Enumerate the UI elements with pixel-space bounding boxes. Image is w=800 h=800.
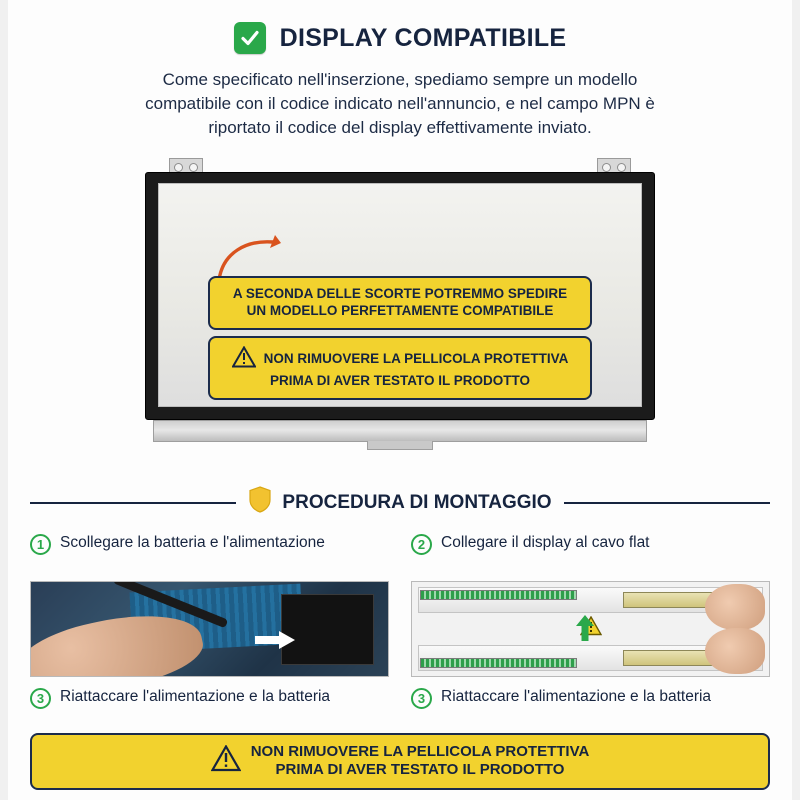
- film-warning-line2: PRIMA DI AVER TESTATO IL PRODOTTO: [269, 373, 530, 389]
- finger-top: [705, 584, 765, 630]
- step-3-left-text: Riattaccare l'alimentazione e la batteria: [60, 688, 331, 706]
- finger-bottom: [705, 628, 765, 674]
- footer-warning-line2: PRIMA DI AVER TESTATO IL PRODOTTO: [275, 761, 565, 779]
- header-paragraph: Come specificato nell'inserzione, spediamo sempre un modello compatibile con il codice indicato nell'annuncio, e nel campo MPN è riportato il codice del display effettivamente inviato.: [145, 70, 655, 138]
- step-3-left-number: 3: [30, 688, 51, 709]
- footer-warning-line1: NON RIMUOVERE LA PELLICOLA PROTETTIVA: [250, 742, 590, 760]
- flat-cable-bottom: [420, 658, 577, 668]
- white-arrow-icon: [255, 631, 295, 654]
- step-2-text: Collegare il display al cavo flat: [441, 534, 650, 552]
- flat-cable-connector-photo: [411, 581, 770, 677]
- flat-cable-top: [420, 590, 577, 600]
- display-panel-illustration: [145, 158, 655, 458]
- right-gutter: [792, 0, 800, 800]
- step-1-number: 1: [30, 534, 51, 555]
- step-3-right: [411, 687, 770, 731]
- step-2-number: 2: [411, 534, 432, 555]
- shield-icon: [248, 486, 272, 519]
- battery-block: [281, 594, 374, 665]
- film-warning-badge: [208, 336, 592, 400]
- warning-triangle-icon: [232, 346, 256, 373]
- compatibility-badge-line1: A SECONDA DELLE SCORTE POTREMMO SPEDIRE: [232, 286, 568, 302]
- page-content: [8, 0, 792, 800]
- step-1-text: Scollegare la batteria e l'alimentazione: [60, 534, 325, 552]
- film-warning-row: [220, 346, 580, 373]
- divider-left: [30, 502, 236, 504]
- green-up-arrow-icon: [576, 615, 594, 646]
- warning-triangle-icon: [211, 745, 241, 778]
- compatibility-badge: [208, 276, 592, 330]
- step-3-right-number: 3: [411, 688, 432, 709]
- footer-warning-banner: [30, 733, 770, 791]
- page-title: DISPLAY COMPATIBILE: [279, 23, 567, 52]
- step-1: [30, 533, 389, 677]
- procedure-steps-top: [30, 533, 770, 677]
- panel-bezel: [145, 172, 655, 420]
- procedure-heading-group: [248, 486, 551, 519]
- panel-surface: [158, 183, 642, 407]
- procedure-heading: PROCEDURA DI MONTAGGIO: [282, 491, 552, 513]
- divider-right: [564, 502, 770, 504]
- step-3-left: [30, 687, 389, 731]
- step-2: [411, 533, 770, 677]
- compatibility-badge-line2: UN MODELLO PERFETTAMENTE COMPATIBILE: [246, 303, 554, 319]
- procedure-steps-bottom: [30, 687, 770, 731]
- panel-bottom-strip: [153, 420, 647, 442]
- header: [8, 0, 792, 140]
- header-row: [8, 22, 792, 54]
- step-2-line: [411, 533, 770, 577]
- check-badge-icon: [234, 22, 266, 54]
- procedure-section-header: [30, 486, 770, 519]
- step-3-right-text: Riattaccare l'alimentazione e la batteria: [441, 688, 712, 706]
- panel-connector-tab: [367, 441, 433, 450]
- footer-warning-text: [251, 743, 590, 781]
- left-gutter: [0, 0, 8, 800]
- motherboard-battery-photo: [30, 581, 389, 677]
- step-1-line: [30, 533, 389, 577]
- film-warning-line1: NON RIMUOVERE LA PELLICOLA PROTETTIVA: [263, 351, 569, 367]
